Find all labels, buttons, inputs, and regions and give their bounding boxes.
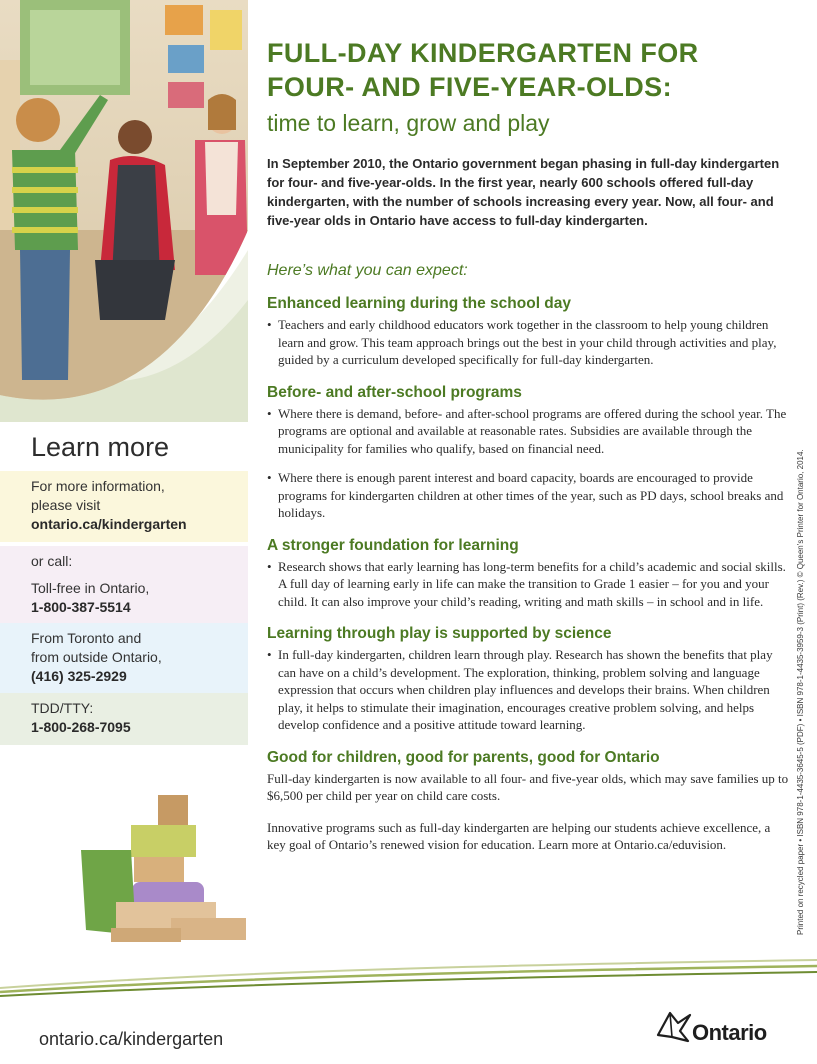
bullet-item: • Research shows that early learning has long-term benefits for a child’s academic and social skills. A full day of learning early in life can make the transition to Grade 1 easier – for you and your child. It can also improve your child’s reading, writing and math skills – in school and in life. [267, 558, 792, 611]
intro-paragraph: In September 2010, the Ontario government began phasing in full-day kindergarten for four- and five-year-olds. In the first year, nearly 600 schools offered full-day kindergarten, with the number of schools increasing every year. Now, all four- and five-year olds in Ontario have access to full-day kindergarten. [267, 156, 780, 228]
or-call-label: or call: [31, 553, 73, 569]
toronto-label-2: from outside Ontario, [31, 649, 162, 665]
tdd-label: TDD/TTY: [31, 700, 94, 716]
section-stronger-foundation [267, 536, 792, 611]
title-line-1: FULL-DAY KINDERGARTEN FOR [267, 38, 699, 68]
bullet-item: • Where there is enough parent interest and board capacity, boards are encouraged to provide programs for kindergarten children at other times of the year, such as PD days, school breaks and holidays. [267, 469, 792, 522]
tollfree-number[interactable]: 1-800-387-5514 [31, 599, 131, 615]
body-paragraph: Full-day kindergarten is now available to all four- and five-year olds, which may save families up to $6,500 per child per year on child care costs. [267, 770, 789, 803]
section-title: Learning through play is supported by science [267, 625, 612, 642]
footer-swoosh [0, 958, 817, 998]
info-text-2: please visit [31, 497, 101, 513]
section-title: Enhanced learning during the school day [267, 295, 572, 312]
bullet-item: • In full-day kindergarten, children learn through play. Research has shown the benefits that play can have on a child’s development. The exploration, thinking, problem solving and language expression that occurs when children play influences and develops their brains. When children play, it helps to stimulate their imagination, encourages creative problem solving, and helps develop confidence and a positive attitude toward learning. [267, 646, 792, 734]
page-title [267, 36, 792, 104]
tollfree-box [0, 546, 248, 623]
page-subtitle: time to learn, grow and play [267, 110, 550, 136]
bullet-item: • Where there is demand, before- and after-school programs are offered during the school year. The programs are optional and available at reasonable rates. Subsidies are available through the municipality for families who qualify, based on financial need. [267, 405, 792, 458]
tollfree-label: Toll-free in Ontario, [31, 580, 150, 596]
website-link[interactable]: ontario.ca/kindergarten [31, 516, 187, 532]
main-content [267, 36, 792, 854]
section-before-after-school [267, 383, 792, 522]
section-title: Before- and after-school programs [267, 383, 522, 401]
wooden-blocks-image [76, 790, 256, 960]
toronto-box [0, 623, 248, 693]
website-box [0, 471, 248, 542]
section-good-for-ontario [267, 748, 792, 854]
learn-more-panel [0, 422, 248, 745]
tdd-box [0, 693, 248, 745]
toronto-label-1: From Toronto and [31, 630, 142, 646]
body-paragraph: Innovative programs such as full-day kindergarten are helping our students achieve excellence, a key goal of Ontario’s renewed vision for education. Learn more at Ontario.ca/eduvision. [267, 819, 771, 852]
info-text-1: For more information, [31, 478, 165, 494]
ontario-logo-wordmark: Ontario [692, 1020, 767, 1045]
section-title: A stronger foundation for learning [267, 536, 519, 554]
tdd-number[interactable]: 1-800-268-7095 [31, 719, 131, 735]
section-title: Good for children, good for parents, good for Ontario [267, 748, 660, 766]
classroom-photo [0, 0, 248, 412]
footer-website-link[interactable]: ontario.ca/kindergarten [39, 1029, 224, 1049]
learn-more-title: Learn more [31, 432, 170, 462]
title-line-2: FOUR- AND FIVE-YEAR-OLDS: [267, 72, 672, 102]
bullet-item: • Teachers and early childhood educators work together in the classroom to help young children learn and grow. This team approach brings out the best in your child through activities and play, guided by a curriculum developed specifically for full-day kindergarten. [267, 316, 792, 369]
section-enhanced-learning [267, 294, 792, 369]
section-learning-through-play [267, 624, 792, 734]
print-isbn-note: Printed on recycled paper • ISBN 978-1-4435-3645-5 (PDF) • ISBN 978-1-4435-3959-3 (Print) (Rev.) © Queen’s Printer for Ontario, 2014. [796, 449, 805, 935]
toronto-number[interactable]: (416) 325-2929 [31, 668, 127, 684]
expect-heading: Here’s what you can expect: [267, 262, 468, 279]
